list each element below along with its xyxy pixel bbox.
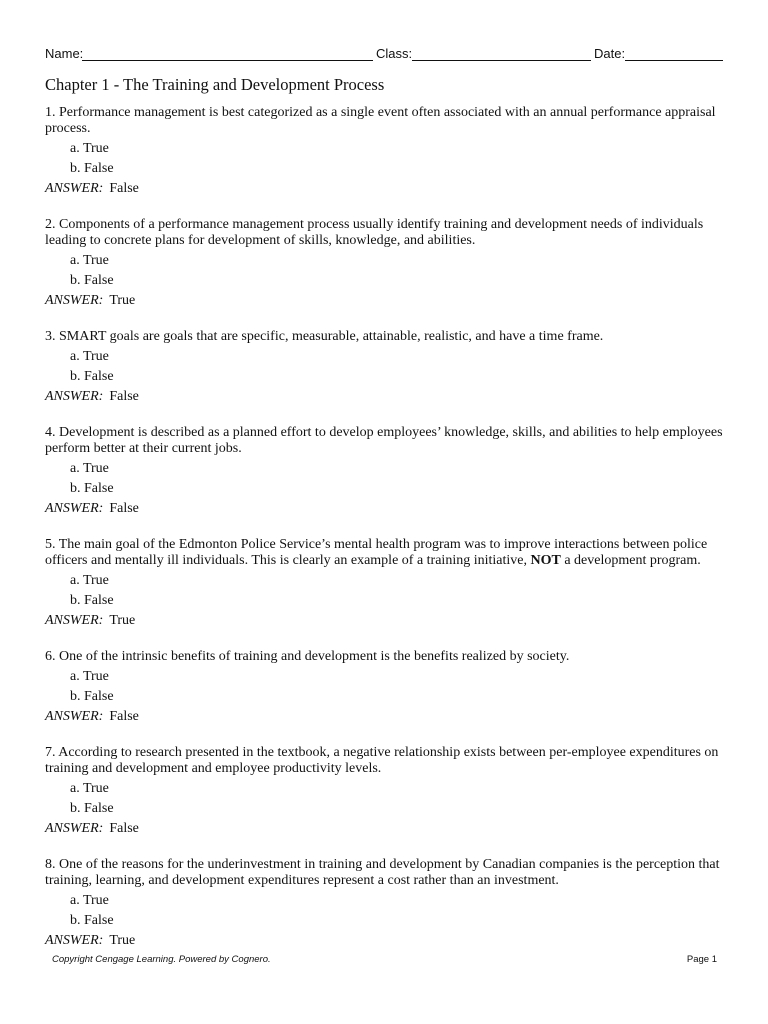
answer-label: ANSWER: [45,709,104,724]
option-a: a. True [70,253,109,268]
option-a: a. True [70,893,109,908]
answer-value: True [109,613,136,628]
name-line [82,60,373,61]
date-label: Date: [594,46,626,61]
question-8 [45,857,725,951]
answer-label: ANSWER: [45,501,104,516]
class-line [412,60,591,61]
answer-value: False [109,821,139,836]
option-a: a. True [70,669,109,684]
copyright-text: Copyright Cengage Learning. Powered by Cognero. [52,954,271,965]
answer-label: ANSWER: [45,293,104,308]
question-7 [45,745,725,839]
option-b: b. False [70,593,114,608]
question-stem: 7. According to research presented in the textbook, a negative relationship exists between per-employee expenditures on training and development and employee productivity levels. [45,745,719,776]
question-2 [45,217,725,311]
option-b: b. False [70,273,114,288]
answer-value: False [109,501,139,516]
option-b: b. False [70,161,114,176]
answer [45,387,725,407]
answer-value: False [109,389,139,404]
question-stem: 2. Components of a performance management process usually identify training and development needs of individuals leading to concrete plans for development of skills, knowledge, and abilities. [45,217,704,248]
option-b: b. False [70,689,114,704]
answer-label: ANSWER: [45,389,104,404]
answer-value: True [109,933,136,948]
option-a: a. True [70,461,109,476]
date-line [625,60,723,61]
question-3 [45,329,725,407]
option-b: b. False [70,481,114,496]
question-stem-part1: 5. The main goal of the Edmonton Police Service’s mental health program was to improve interactions between police officers and mentally ill individuals. This is clearly an example of a training initiative, [45,537,708,568]
page-number: Page 1 [686,954,717,965]
answer-value: False [109,181,139,196]
answer [45,179,725,199]
question-1 [45,105,725,199]
question-stem: 8. One of the reasons for the underinvestment in training and development by Canadian companies is the perception that training, learning, and development expenditures represent a cost rather than an investment. [45,857,720,888]
question-stem: 1. Performance management is best categorized as a single event often associated with an annual performance appraisal process. [45,105,716,136]
answer [45,931,725,951]
question-stem: 6. One of the intrinsic benefits of training and development is the benefits realized by society. [45,649,570,664]
question-4 [45,425,725,519]
class-label: Class: [376,46,413,61]
answer-value: True [109,293,136,308]
header-fields [45,45,725,65]
answer-label: ANSWER: [45,933,104,948]
option-b: b. False [70,801,114,816]
answer-label: ANSWER: [45,181,104,196]
option-b: b. False [70,369,114,384]
option-a: a. True [70,349,109,364]
question-stem: 4. Development is described as a planned effort to develop employees’ knowledge, skills, and abilities to help employees perform better at their current jobs. [45,425,723,456]
option-a: a. True [70,141,109,156]
question-5 [45,537,725,631]
answer-label: ANSWER: [45,821,104,836]
option-b: b. False [70,913,114,928]
option-a: a. True [70,781,109,796]
question-stem-emphasis: NOT [530,553,561,568]
question-stem-part2: a development program. [560,553,701,568]
answer [45,707,725,727]
answer-label: ANSWER: [45,613,104,628]
answer [45,291,725,311]
answer [45,611,725,631]
answer [45,499,725,519]
option-a: a. True [70,573,109,588]
question-list [45,105,725,969]
question-stem [45,537,725,569]
question-6 [45,649,725,727]
chapter-title: Chapter 1 - The Training and Development Process [45,75,385,94]
answer-value: False [109,709,139,724]
question-stem: 3. SMART goals are goals that are specific, measurable, attainable, realistic, and have a time frame. [45,329,604,344]
answer [45,819,725,839]
name-label: Name: [45,46,84,61]
